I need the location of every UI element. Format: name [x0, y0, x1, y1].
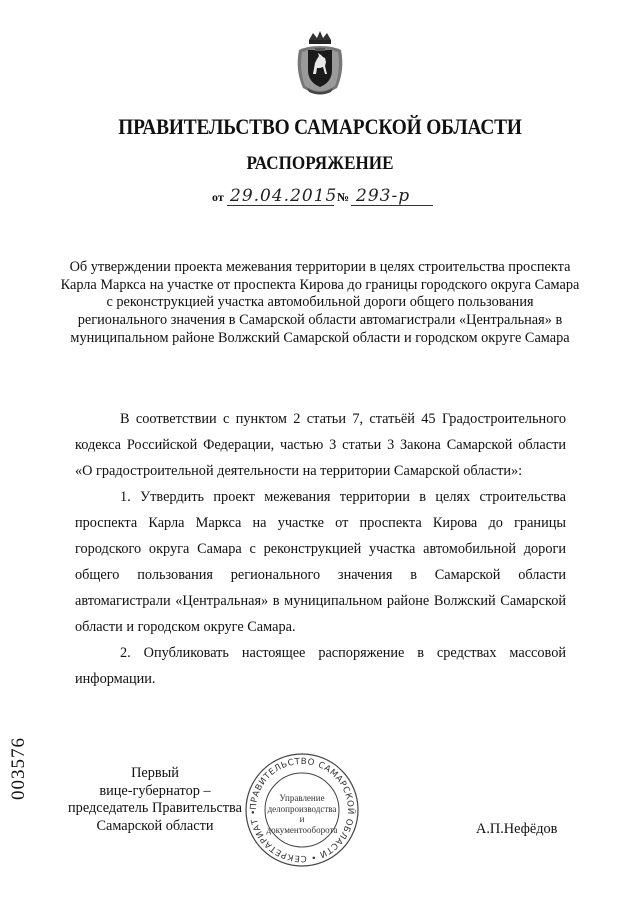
signer-title-line: председатель Правительства	[68, 800, 242, 816]
coat-of-arms-icon	[293, 30, 347, 96]
number-value-handwritten: 293-р	[356, 186, 411, 206]
preamble-paragraph: В соответствии с пунктом 2 статьи 7, статьёй 45 Градостроительного кодекса Российской Федерации, частью 3 статьи 3 Закона Самарской области «О градостроительной деятельности на территории Самарской области»:	[75, 411, 566, 479]
serial-number-text: 003576	[8, 737, 29, 800]
signer-title-line: Первый	[131, 765, 179, 781]
signer-title-line: вице-губернатор –	[99, 782, 211, 799]
signer-title-line: Самарской области	[96, 817, 214, 834]
stamp-inner-line: делопроизводства	[267, 803, 337, 814]
stamp-inner-line: Управление	[279, 793, 325, 803]
stamp-inner-text	[265, 793, 339, 835]
serial-number	[8, 710, 34, 800]
organization-title: ПРАВИТЕЛЬСТВО САМАРСКОЙ ОБЛАСТИ	[118, 114, 522, 139]
item-2-paragraph: 2. Опубликовать настоящее распоряжение в средствах массовой информации.	[75, 645, 566, 687]
date-number-line	[212, 187, 432, 209]
signer-title	[62, 765, 248, 835]
number-label: №	[337, 190, 350, 204]
document-body	[75, 406, 566, 692]
document-subject: Об утверждении проекта межевания территории в целях строительства проспекта Карла Маркса на участке от проспекта Кирова до границы городского округа Самара с реконструкцией участка автомобильной дороги общего пользования регионального значения в Самарской области автомагистрали «Центральная» в муниципальном районе Волжский Самарской области и городском округе Самара	[60, 259, 580, 346]
signer-name: А.П.Нефёдов	[476, 821, 558, 837]
stamp-inner-line: и документооборота	[266, 814, 338, 835]
date-value-handwritten: 29.04.2015	[230, 186, 338, 206]
item-1-paragraph: 1. Утвердить проект межевания территории в целях строительства проспекта Карла Маркса на участке от проспекта Кирова до границы городского округа Самара с реконструкцией участка автомобильной дороги общего пользования регионального значения в Самарской области автомагистрали «Центральная» в муниципальном районе Волжский Самарской области и городском округе Самара.	[75, 489, 566, 635]
document-type: РАСПОРЯЖЕНИЕ	[246, 153, 394, 174]
date-label: от	[212, 190, 224, 204]
registry-stamp	[243, 751, 361, 869]
stamp-ring-text: ПРАВИТЕЛЬСТВО САМАРСКОЙ ОБЛАСТИ • СЕКРЕТАРИАТ •	[248, 756, 356, 864]
